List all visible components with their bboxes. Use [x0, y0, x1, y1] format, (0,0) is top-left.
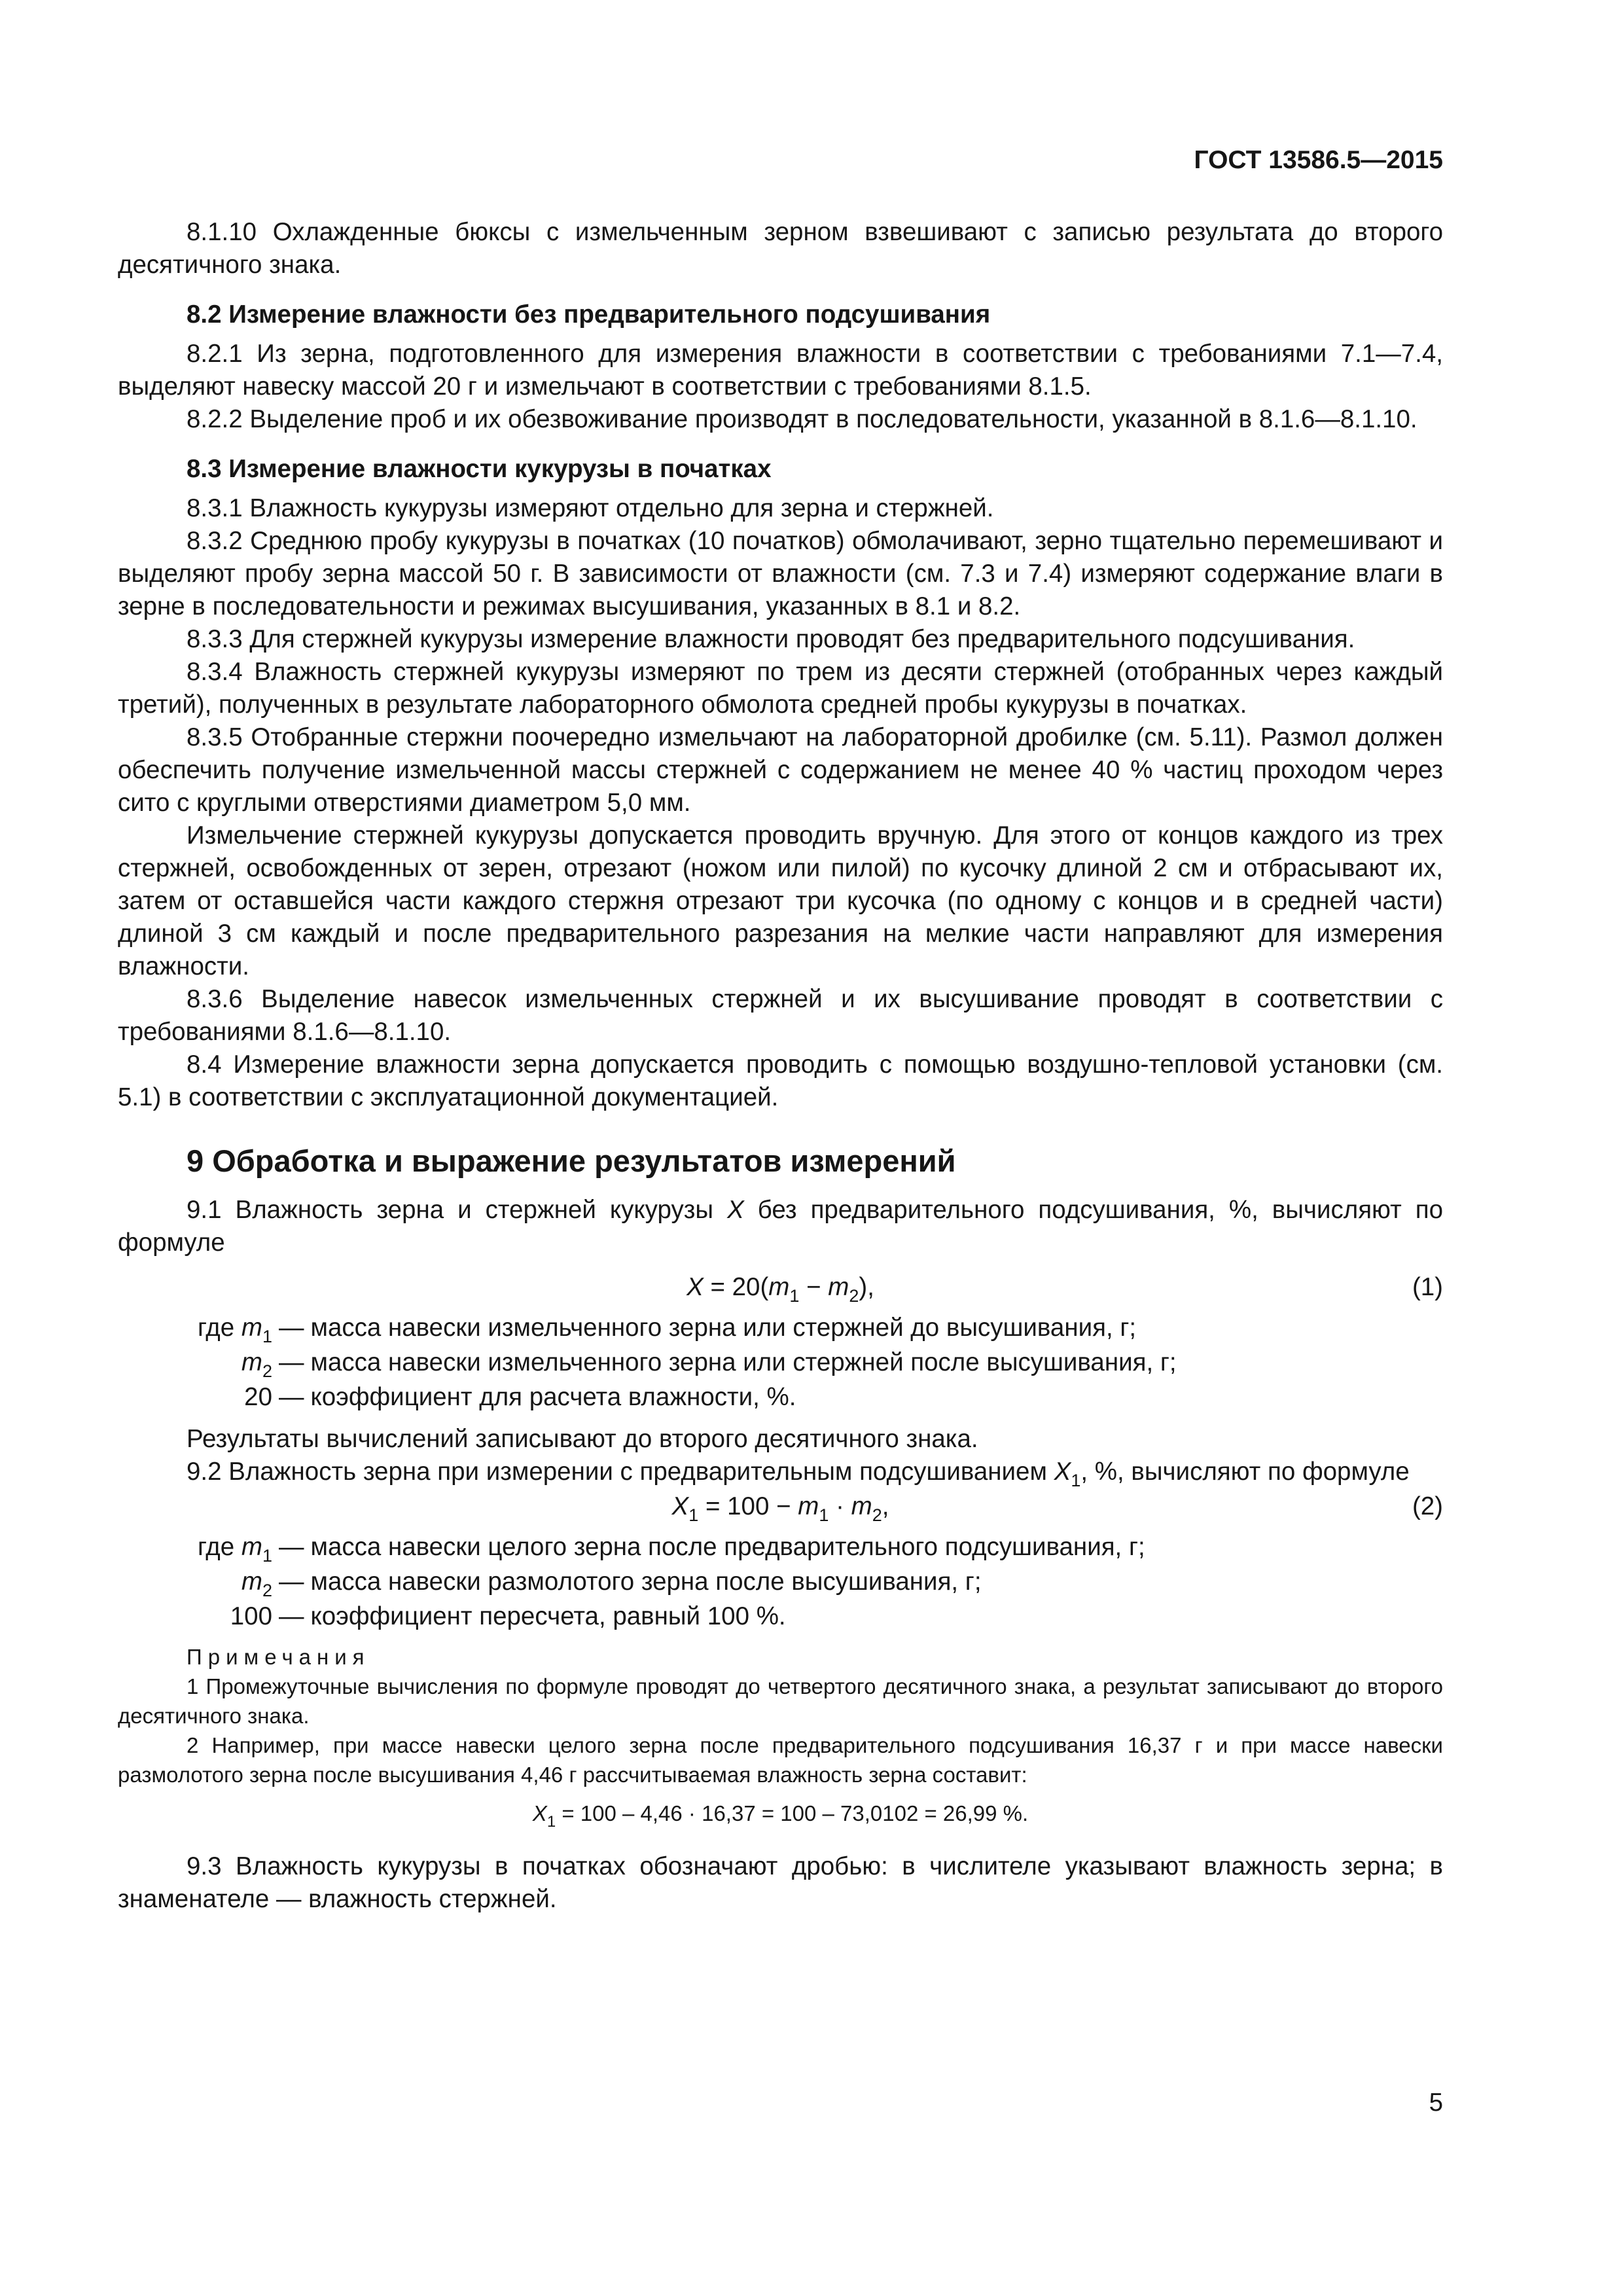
subscript-1: 1: [819, 1505, 829, 1525]
paragraph-9-3: 9.3 Влажность кукурузы в початках обозначают дробью: в числителе указывают влажность зерна; в знаменателе — влажность стержней.: [118, 1852, 1443, 1913]
page-content: [118, 216, 1443, 1916]
subscript-1: 1: [688, 1505, 699, 1525]
paragraph-8-2-1: 8.2.1 Из зерна, подготовленного для измерения влажности в соответствии с требованиями 7.1—7.4, выделяют навеску массой 20 г и измельчают в соответствии с требованиями 8.1.5.: [118, 340, 1443, 401]
formula-1-equals: = 20(: [710, 1273, 769, 1301]
paragraph-9-1-end: без предварительного подсушивания, %, вычисляют по формуле: [118, 1196, 1443, 1257]
symbol-x: X: [1054, 1458, 1071, 1486]
subscript-1: 1: [262, 1546, 272, 1566]
formula-1-number: (1): [1412, 1273, 1443, 1301]
note-2: 2 Например, при массе навески целого зерна после предварительного подсушивания 16,37 г и при массе навески размолотого зерна после высушивания 4,46 г рассчитываемая влажность зерна составит:: [118, 1733, 1443, 1787]
definition-symbol: [118, 1312, 272, 1346]
subscript-2: 2: [262, 1581, 272, 1600]
definition-text: коэффициент пересчета, равный 100 %.: [310, 1602, 786, 1630]
symbol-m: m: [241, 1348, 262, 1376]
paragraph-8-3-5-manual: Измельчение стержней кукурузы допускается проводить вручную. Для этого от концов каждого из трех стержней, освобожденных от зерен, отрезают (ножом или пилой) по кусочку длиной 2 см и отбрасывают их, затем от оставшейся части каждого стержня отрезают три кусочка (по одному с концов и в средней части) длиной 3 см каждый и после предварительного разрезания на мелкие части направляют для измерения влажности.: [118, 821, 1443, 980]
where-word: где: [197, 1314, 235, 1342]
definition-row: [118, 1566, 1443, 1600]
definition-symbol: [118, 1566, 272, 1600]
note-2-formula: [118, 1799, 1443, 1831]
paragraph-8-4: 8.4 Измерение влажности зерна допускается проводить с помощью воздушно-тепловой установки (см. 5.1) в соответствии с эксплуатационной документацией.: [118, 1050, 1443, 1111]
definition-symbol: 100: [230, 1602, 272, 1630]
paragraph-8-3-3: 8.3.3 Для стержней кукурузы измерение влажности проводят без предварительного подсушивания.: [187, 625, 1355, 653]
definition-text: масса навески измельченного зерна или стержней после высушивания, г;: [310, 1348, 1177, 1376]
subscript-2: 2: [262, 1361, 272, 1381]
formula-2-definitions: [118, 1531, 1443, 1633]
definition-symbol: 20: [244, 1383, 272, 1411]
symbol-m: m: [241, 1533, 262, 1561]
note-2-formula-text: = 100 – 4,46 · 16,37 = 100 – 73,0102 = 26,99 %.: [562, 1801, 1029, 1825]
paragraph-results: Результаты вычислений записывают до второго десятичного знака.: [187, 1425, 978, 1453]
formula-2: [118, 1490, 1443, 1530]
definition-text: коэффициент для расчета влажности, %.: [310, 1383, 796, 1411]
formula-2-dot: ·: [836, 1492, 844, 1520]
standard-header: ГОСТ 13586.5—2015: [1194, 146, 1443, 174]
paragraph-8-1-10: 8.1.10 Охлажденные бюксы с измельченным зерном взвешивают с записью результата до второго десятичного знака.: [118, 218, 1443, 279]
paragraph-8-3-2: 8.3.2 Среднюю пробу кукурузы в початках (10 початков) обмолачивают, зерно тщательно перемешивают и выделяют пробу зерна массой 50 г. В зависимости от влажности (см. 7.3 и 7.4) измеряют содержание влаги в зерне в последовательности и режимах высушивания, указанных в 8.1 и 8.2.: [118, 527, 1443, 620]
symbol-m: m: [828, 1273, 849, 1301]
definition-dash: —: [279, 1348, 304, 1376]
symbol-m: m: [768, 1273, 790, 1301]
formula-1-close: ),: [859, 1273, 874, 1301]
symbol-m: m: [241, 1314, 262, 1342]
definition-row: [118, 1600, 1443, 1633]
definition-row: [118, 1312, 1443, 1346]
formula-1-minus: −: [806, 1273, 821, 1301]
symbol-x: X: [727, 1196, 744, 1224]
formula-2-expression: [118, 1490, 1443, 1525]
symbol-x: X: [532, 1801, 547, 1825]
where-word: где: [197, 1533, 235, 1561]
symbol-x: X: [671, 1492, 689, 1520]
formula-2-comma: ,: [882, 1492, 889, 1520]
paragraph-8-2-2: 8.2.2 Выделение проб и их обезвоживание производят в последовательности, указанной в 8.1.6—8.1.10.: [187, 405, 1418, 433]
paragraph-9-2-start: 9.2 Влажность зерна при измерении с предварительным подсушиванием: [187, 1458, 1047, 1486]
section-heading-9: 9 Обработка и выражение результатов измерений: [187, 1143, 956, 1178]
subscript-1: 1: [789, 1286, 800, 1306]
symbol-m: m: [241, 1568, 262, 1596]
symbol-x: X: [687, 1273, 704, 1301]
definition-text: масса навески размолотого зерна после высушивания, г;: [310, 1568, 982, 1596]
page-number: 5: [1429, 2089, 1443, 2117]
definition-row: [118, 1381, 1443, 1414]
subscript-1: 1: [1071, 1471, 1081, 1490]
note-1: 1 Промежуточные вычисления по формуле проводят до четвертого десятичного знака, а результат записывают до второго десятичного знака.: [118, 1674, 1443, 1728]
paragraph-9-2: [118, 1456, 1443, 1490]
subscript-1: 1: [546, 1813, 556, 1831]
subsection-heading-8-2: 8.2 Измерение влажности без предварительного подсушивания: [187, 300, 991, 329]
paragraph-9-1-start: 9.1 Влажность зерна и стержней кукурузы: [187, 1196, 714, 1224]
definition-text: масса навески измельченного зерна или стержней до высушивания, г;: [310, 1314, 1137, 1342]
subscript-2: 2: [872, 1505, 882, 1525]
paragraph-9-2-end: , %, вычисляют по формуле: [1080, 1458, 1410, 1486]
symbol-m: m: [851, 1492, 872, 1520]
formula-1: [118, 1266, 1443, 1310]
definition-row: [118, 1346, 1443, 1381]
symbol-m: m: [798, 1492, 819, 1520]
definition-dash: —: [279, 1383, 304, 1411]
paragraph-8-3-1: 8.3.1 Влажность кукурузы измеряют отдельно для зерна и стержней.: [187, 494, 994, 522]
formula-1-expression: [118, 1271, 1443, 1306]
definition-row: [118, 1531, 1443, 1566]
definition-symbol: [118, 1346, 272, 1381]
formula-1-definitions: [118, 1312, 1443, 1414]
subscript-1: 1: [262, 1327, 272, 1346]
paragraph-8-3-4: 8.3.4 Влажность стержней кукурузы измеряют по трем из десяти стержней (отобранных через каждый третий), полученных в результате лабораторного обмолота средней пробы кукурузы в початках.: [118, 658, 1443, 719]
formula-2-equals: = 100 −: [705, 1492, 791, 1520]
paragraph-9-1: [118, 1194, 1443, 1259]
definition-text: масса навески целого зерна после предварительного подсушивания, г;: [310, 1533, 1145, 1561]
notes-title: Примечания: [187, 1645, 370, 1669]
subscript-2: 2: [849, 1286, 859, 1306]
definition-dash: —: [279, 1533, 304, 1561]
definition-dash: —: [279, 1568, 304, 1596]
subsection-heading-8-3: 8.3 Измерение влажности кукурузы в початках: [187, 455, 772, 483]
paragraph-8-3-5: 8.3.5 Отобранные стержни поочередно измельчают на лабораторной дробилке (см. 5.11). Размол должен обеспечить получение измельченной массы стержней с содержанием не менее 40 % частиц проходом через сито с круглыми отверстиями диаметром 5,0 мм.: [118, 723, 1443, 817]
paragraph-8-3-6: 8.3.6 Выделение навесок измельченных стержней и их высушивание проводят в соответствии с требованиями 8.1.6—8.1.10.: [118, 985, 1443, 1046]
definition-dash: —: [279, 1602, 304, 1630]
definition-dash: —: [279, 1314, 304, 1342]
notes-block: [118, 1642, 1443, 1831]
formula-2-number: (2): [1412, 1492, 1443, 1520]
definition-symbol: [118, 1531, 272, 1566]
